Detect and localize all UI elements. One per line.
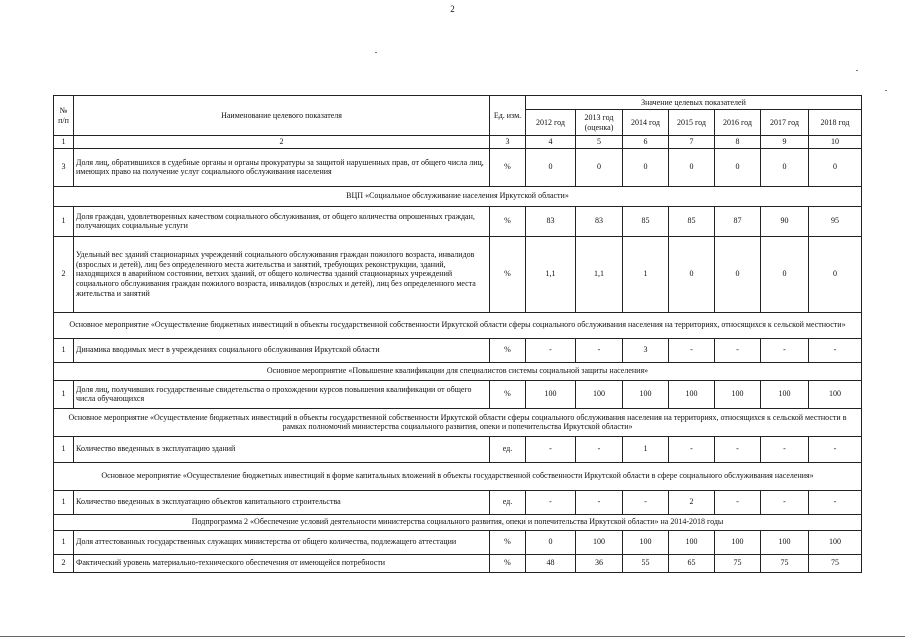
target-indicators-table — [53, 95, 862, 573]
value-cell: 1,1 — [526, 236, 576, 312]
table-row — [54, 554, 862, 572]
value-cell: 3 — [623, 338, 669, 362]
scan-speck — [375, 52, 377, 53]
header-year: 2017 год — [761, 110, 809, 136]
value-cell: 100 — [576, 380, 623, 408]
value-cell: 0 — [715, 236, 761, 312]
column-number: 9 — [761, 136, 809, 149]
value-cell: - — [809, 490, 862, 514]
value-cell: 75 — [761, 554, 809, 572]
value-cell: 0 — [576, 148, 623, 186]
value-cell: 36 — [576, 554, 623, 572]
value-cell: - — [526, 490, 576, 514]
indicator-name: Количество введенных в эксплуатацию зданий — [74, 436, 490, 462]
row-number: 3 — [54, 148, 74, 186]
indicator-name: Удельный вес зданий стационарных учреждений социального обслуживания граждан пожилого возраста, инвалидов (взрослых и детей), лиц без определенного места жительства и занятий, требующих реконструкции, зданий, находящихся в аварийном состоянии, ветхих зданий, от общего количества зданий стационарных учреждений социального обслуживания граждан пожилого возраста, инвалидов (взрослых и детей), лиц без определенного места жительства и занятий — [74, 236, 490, 312]
row-number: 1 — [54, 338, 74, 362]
value-cell: 100 — [809, 530, 862, 554]
section-title: Основное мероприятие «Повышение квалификации для специалистов системы социальной защиты населения» — [54, 362, 862, 380]
value-cell: 1 — [623, 436, 669, 462]
header-year: 2012 год — [526, 110, 576, 136]
section-row — [54, 186, 862, 206]
value-cell: - — [715, 436, 761, 462]
column-number: 2 — [74, 136, 490, 149]
value-cell: - — [623, 490, 669, 514]
column-number: 7 — [669, 136, 715, 149]
value-cell: 95 — [809, 206, 862, 236]
value-cell: 1,1 — [576, 236, 623, 312]
value-cell: 100 — [576, 530, 623, 554]
unit-cell: % — [490, 206, 526, 236]
row-number: 1 — [54, 380, 74, 408]
row-number: 1 — [54, 436, 74, 462]
scan-speck — [885, 90, 887, 91]
value-cell: 100 — [623, 530, 669, 554]
value-cell: - — [576, 436, 623, 462]
unit-cell: ед. — [490, 490, 526, 514]
table-row — [54, 490, 862, 514]
value-cell: 55 — [623, 554, 669, 572]
column-number: 5 — [576, 136, 623, 149]
column-number: 8 — [715, 136, 761, 149]
value-cell: 0 — [715, 148, 761, 186]
row-number: 2 — [54, 236, 74, 312]
header-year: 2016 год — [715, 110, 761, 136]
unit-cell: % — [490, 380, 526, 408]
column-number: 10 — [809, 136, 862, 149]
unit-cell: ед. — [490, 436, 526, 462]
value-cell: 2 — [669, 490, 715, 514]
value-cell: - — [576, 338, 623, 362]
column-number: 1 — [54, 136, 74, 149]
value-cell: 100 — [715, 380, 761, 408]
value-cell: 75 — [715, 554, 761, 572]
value-cell: - — [669, 338, 715, 362]
section-title: Подпрограмма 2 «Обеспечение условий деятельности министерства социального развития, опеки и попечительства Иркутской области» на 2014-2018 годы — [54, 514, 862, 530]
table-row — [54, 206, 862, 236]
value-cell: 0 — [761, 236, 809, 312]
header-year: 2013 год (оценка) — [576, 110, 623, 136]
table-row — [54, 338, 862, 362]
unit-cell: % — [490, 554, 526, 572]
value-cell: - — [809, 338, 862, 362]
table-row — [54, 380, 862, 408]
section-row — [54, 462, 862, 490]
table-row — [54, 530, 862, 554]
value-cell: 85 — [623, 206, 669, 236]
value-cell: 48 — [526, 554, 576, 572]
section-title: Основное мероприятие «Осуществление бюджетных инвестиций в форме капитальных вложений в объекты государственной собственности Иркутской области в сфере социального обслуживания населения» — [54, 462, 862, 490]
section-title: Основное мероприятие «Осуществление бюджетных инвестиций в объекты государственной собственности Иркутской области сферы социального обслуживания населения на территориях, относящихся к сельской местности в рамках полномочий министерства социального развития, опеки и попечительства Иркутской области» — [54, 408, 862, 436]
value-cell: 83 — [576, 206, 623, 236]
value-cell: 100 — [809, 380, 862, 408]
value-cell: 0 — [526, 530, 576, 554]
value-cell: 0 — [669, 148, 715, 186]
page-number: 2 — [450, 4, 455, 14]
section-title: ВЦП «Социальное обслуживание населения Иркутской области» — [54, 186, 862, 206]
section-title: Основное мероприятие «Осуществление бюджетных инвестиций в объекты государственной собственности Иркутской области сферы социального обслуживания населения на территориях, относящихся к сельской местности» — [54, 312, 862, 338]
row-number: 1 — [54, 490, 74, 514]
table-row — [54, 236, 862, 312]
value-cell: 100 — [715, 530, 761, 554]
value-cell: 100 — [623, 380, 669, 408]
value-cell: 100 — [669, 530, 715, 554]
value-cell: 100 — [761, 530, 809, 554]
row-number: 1 — [54, 530, 74, 554]
value-cell: 0 — [809, 148, 862, 186]
indicator-name: Фактический уровень материально-технического обеспечения от имеющейся потребности — [74, 554, 490, 572]
row-number: 1 — [54, 206, 74, 236]
unit-cell: % — [490, 530, 526, 554]
header-year: 2018 год — [809, 110, 862, 136]
value-cell: 75 — [809, 554, 862, 572]
table-row — [54, 148, 862, 186]
value-cell: 85 — [669, 206, 715, 236]
value-cell: - — [526, 436, 576, 462]
unit-cell: % — [490, 236, 526, 312]
column-number: 4 — [526, 136, 576, 149]
header-unit: Ед. изм. — [490, 96, 526, 136]
table-row — [54, 436, 862, 462]
indicator-name: Динамика вводимых мест в учреждениях социального обслуживания Иркутской области — [74, 338, 490, 362]
value-cell: - — [761, 490, 809, 514]
value-cell: 100 — [669, 380, 715, 408]
value-cell: - — [761, 436, 809, 462]
unit-cell: % — [490, 148, 526, 186]
table-body — [54, 148, 862, 572]
section-row — [54, 312, 862, 338]
section-row — [54, 408, 862, 436]
section-row — [54, 514, 862, 530]
value-cell: 100 — [761, 380, 809, 408]
indicator-name: Количество введенных в эксплуатацию объектов капитального строительства — [74, 490, 490, 514]
header-year: 2015 год — [669, 110, 715, 136]
value-cell: - — [761, 338, 809, 362]
value-cell: - — [715, 490, 761, 514]
header-name: Наименование целевого показателя — [74, 96, 490, 136]
value-cell: 0 — [526, 148, 576, 186]
value-cell: 0 — [669, 236, 715, 312]
column-number: 3 — [490, 136, 526, 149]
value-cell: - — [576, 490, 623, 514]
value-cell: 65 — [669, 554, 715, 572]
indicator-name: Доля лиц, обратившихся в судебные органы и органы прокуратуры за защитой нарушенных прав, от общего числа лиц, имеющих право на получение услуг социального обслуживания населения — [74, 148, 490, 186]
header-num: № п/п — [54, 96, 74, 136]
value-cell: - — [809, 436, 862, 462]
value-cell: 1 — [623, 236, 669, 312]
value-cell: 87 — [715, 206, 761, 236]
scan-edge — [0, 636, 905, 637]
value-cell: - — [669, 436, 715, 462]
column-number: 6 — [623, 136, 669, 149]
scan-speck — [856, 70, 858, 71]
row-number: 2 — [54, 554, 74, 572]
value-cell: 0 — [809, 236, 862, 312]
indicator-name: Доля аттестованных государственных служащих министерства от общего количества, подлежащего аттестации — [74, 530, 490, 554]
value-cell: 0 — [761, 148, 809, 186]
indicator-name: Доля граждан, удовлетворенных качеством социального обслуживания, от общего количества опрошенных граждан, получающих социальные услуги — [74, 206, 490, 236]
header-year: 2014 год — [623, 110, 669, 136]
indicator-name: Доля лиц, получивших государственные свидетельства о прохождении курсов повышения квалификации от общего числа обучающихся — [74, 380, 490, 408]
value-cell: 100 — [526, 380, 576, 408]
section-row — [54, 362, 862, 380]
value-cell: 90 — [761, 206, 809, 236]
value-cell: 83 — [526, 206, 576, 236]
unit-cell: % — [490, 338, 526, 362]
value-cell: - — [715, 338, 761, 362]
header-values-group: Значение целевых показателей — [526, 96, 862, 110]
value-cell: - — [526, 338, 576, 362]
value-cell: 0 — [623, 148, 669, 186]
